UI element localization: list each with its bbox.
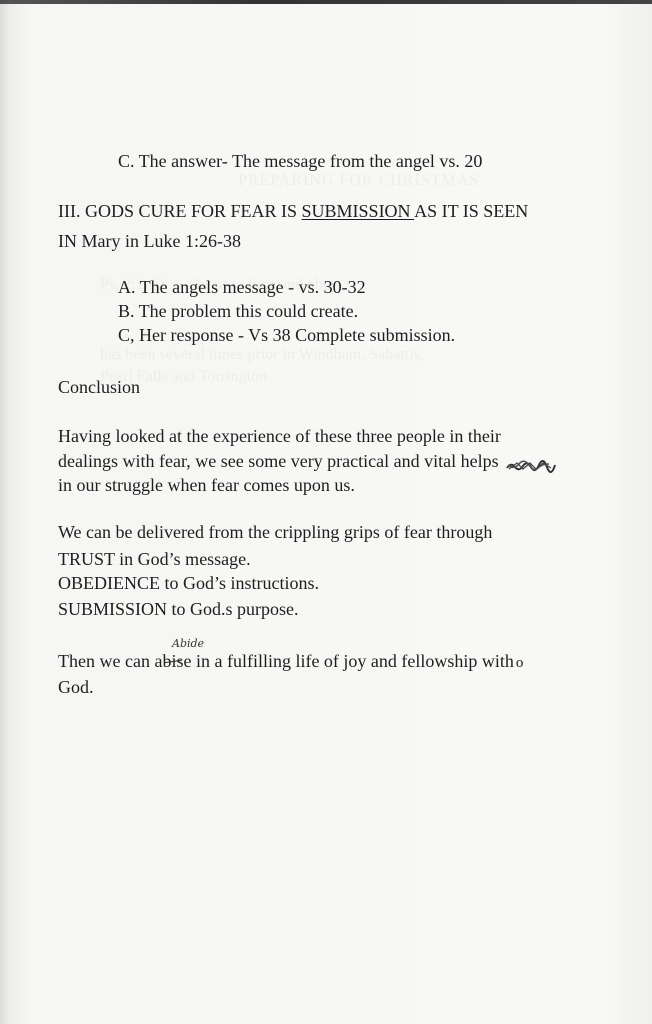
conclusion-heading: Conclusion — [58, 377, 141, 397]
outline-point-c: C, Her response - Vs 38 Complete submission. — [118, 325, 456, 345]
section-heading-iii-line2: IN Mary in Luke 1:26-38 — [58, 231, 241, 251]
outline-point-b: B. The problem this could create. — [118, 301, 359, 321]
paragraph-1-line-2 — [58, 450, 557, 472]
paragraph-3-line-1 — [58, 650, 523, 674]
paragraph-2-line-1: We can be delivered from the crippling grips of fear through — [58, 522, 493, 542]
struck-out-letters — [162, 650, 183, 672]
paragraph-2-obedience: OBEDIENCE to God’s instructions. — [58, 573, 319, 593]
paragraph-2-trust: TRUST in God’s message. — [58, 549, 251, 569]
page-top-edge — [0, 0, 652, 4]
paragraph-3-trailing-mark: o — [515, 655, 524, 671]
heading-text: III. GODS CURE FOR FEAR IS — [58, 201, 302, 221]
section-heading-iii — [58, 200, 528, 222]
heading-text-end: AS IT IS SEEN — [414, 201, 529, 221]
outline-point-a: A. The angels message - vs. 30-32 — [118, 277, 366, 297]
struck-text: bis — [162, 651, 184, 671]
paragraph-3-line-2: God. — [58, 677, 94, 697]
paragraph-2-submission: SUBMISSION to God.s purpose. — [58, 599, 299, 619]
bleed-through-title — [238, 172, 479, 190]
paragraph-1-line-3: in our struggle when fear comes upon us. — [58, 475, 355, 495]
handwritten-insertion: Abide — [172, 637, 205, 650]
binding-shadow — [0, 0, 10, 1024]
heading-underlined-word: SUBMISSION — [301, 201, 415, 221]
scribble-out-mark — [505, 456, 557, 470]
paragraph-3-text-end: e in a fulfilling life of joy and fellowship with — [183, 651, 514, 671]
paragraph-3-text-start: Then we can a — [58, 651, 163, 671]
outline-point-c-answer: C. The answer- The message from the angel vs. 20 — [118, 151, 483, 171]
paragraph-1-text: dealings with fear, we see some very practical and vital helps — [58, 451, 499, 471]
paragraph-1-line-1: Having looked at the experience of these three people in their — [58, 426, 501, 446]
bleed-through-line — [100, 346, 424, 364]
